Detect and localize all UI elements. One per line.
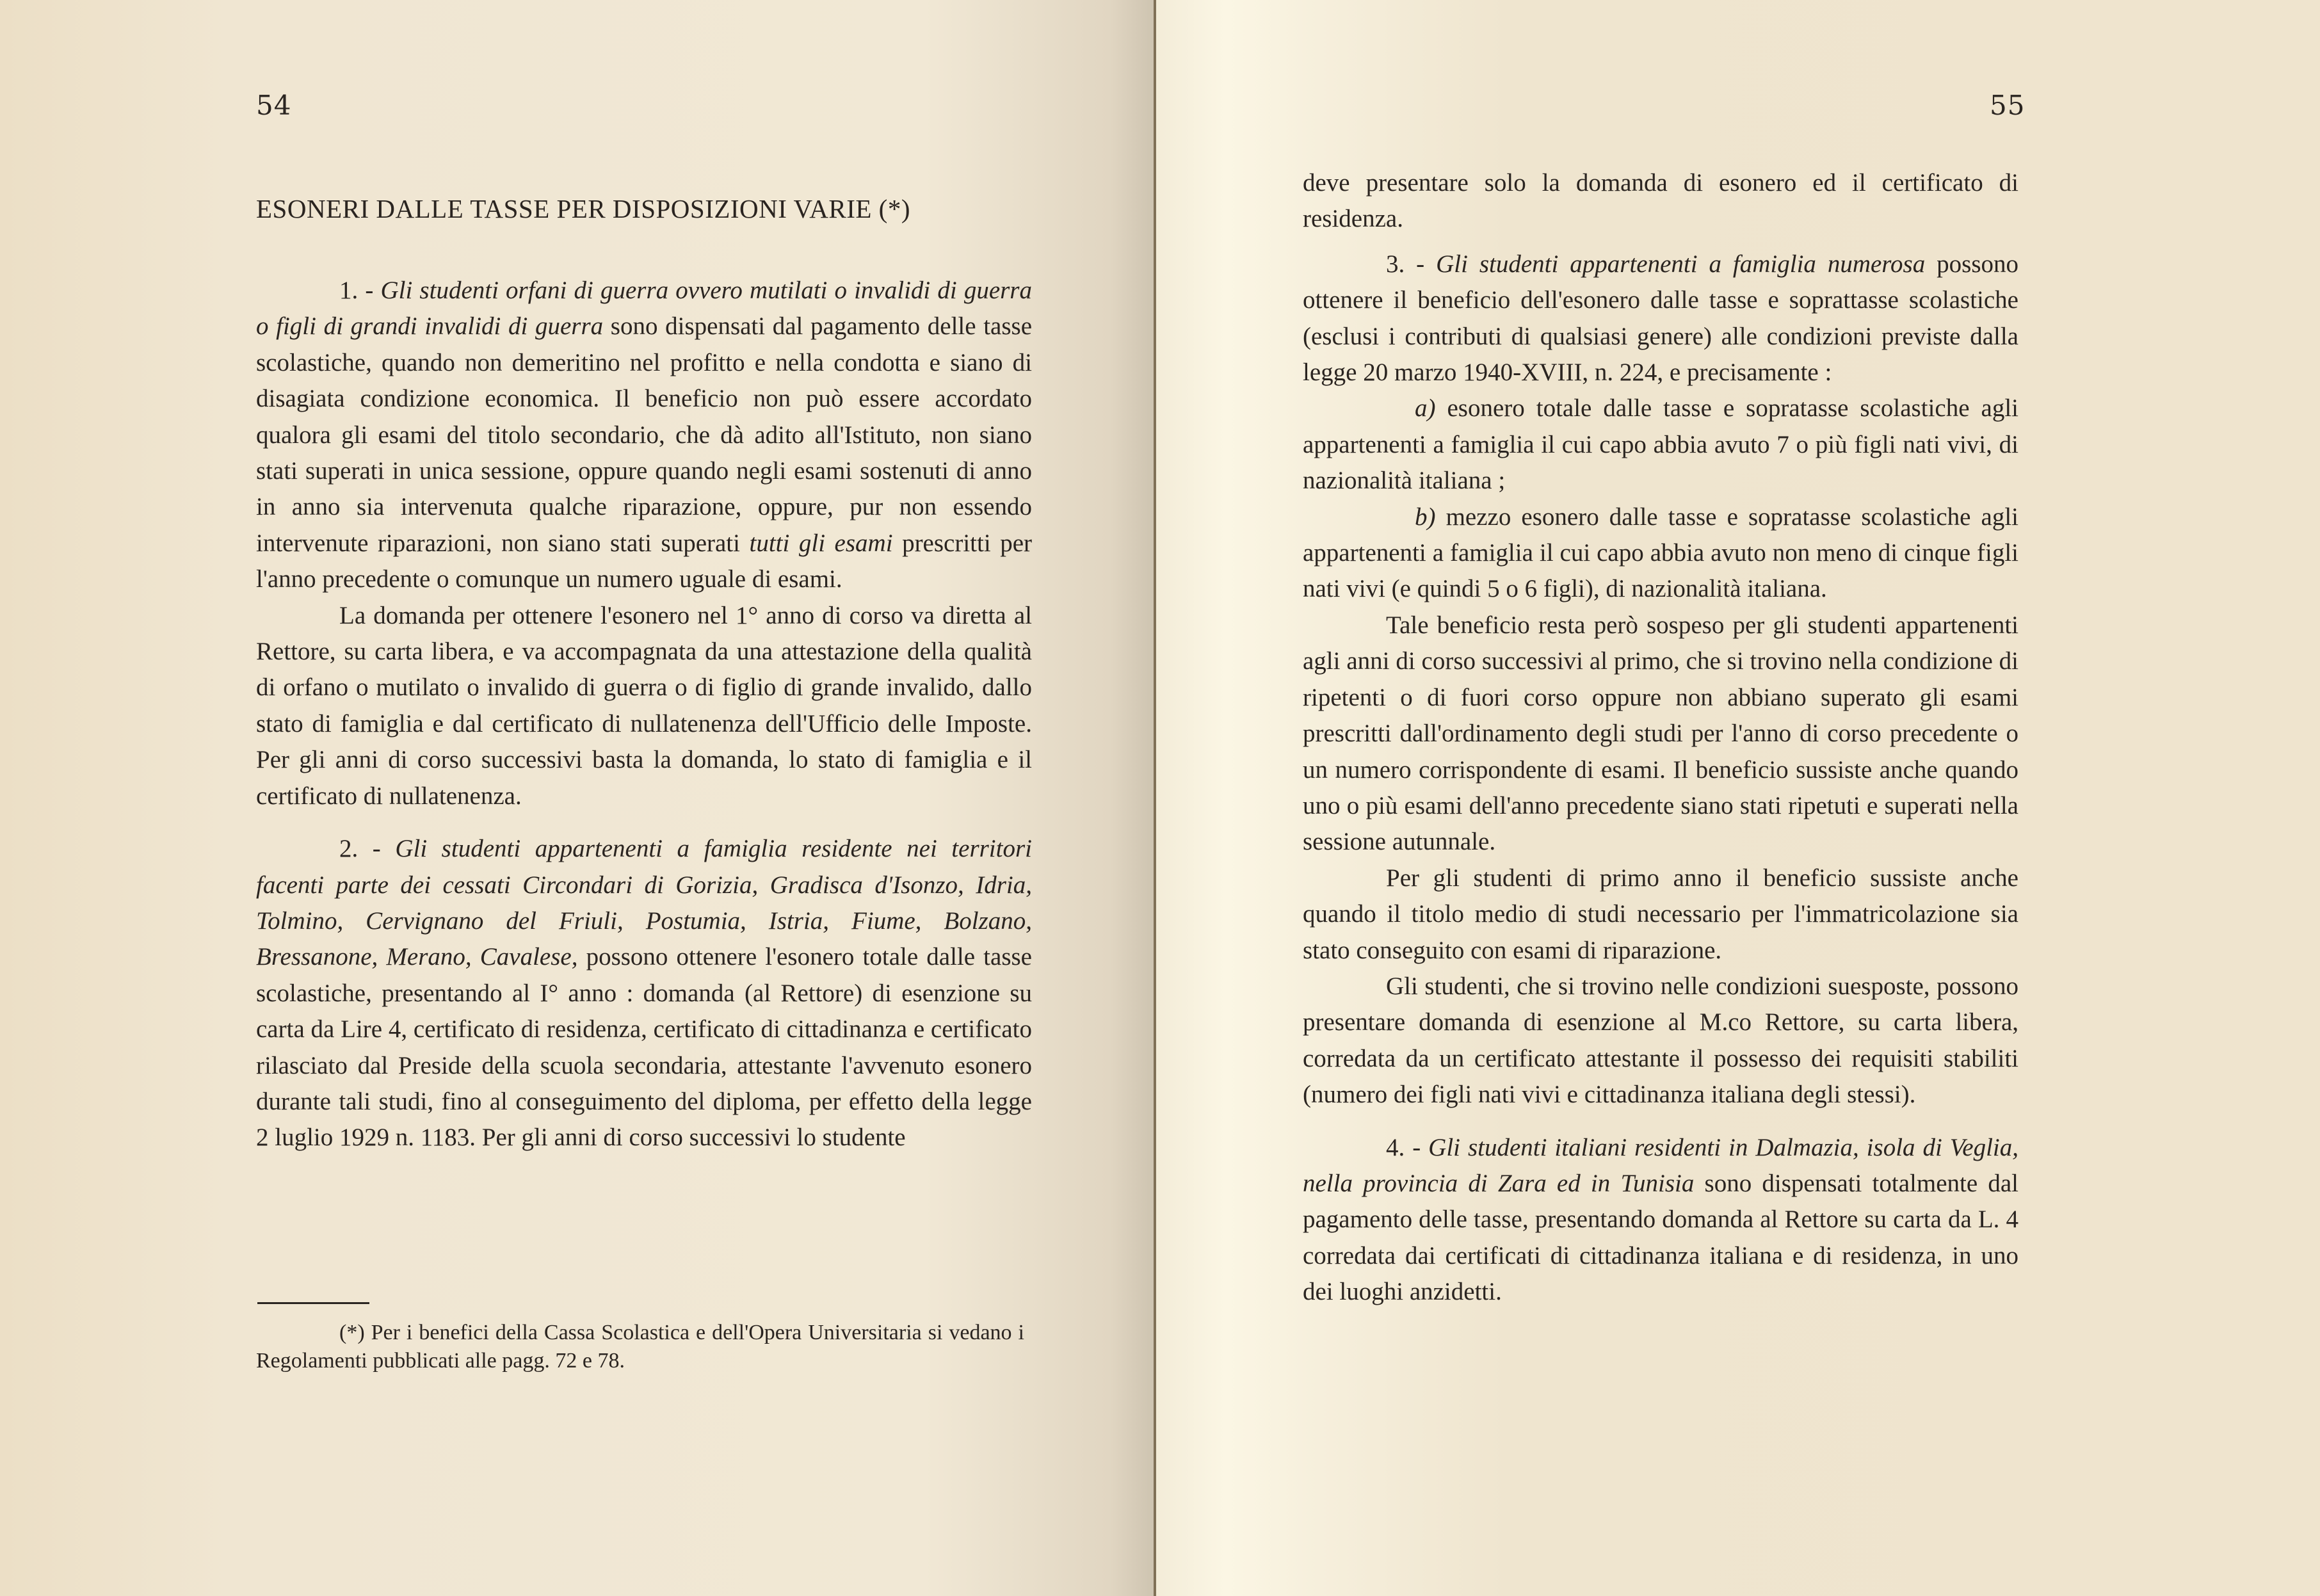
section-2-italic-lead: Gli studenti appartenenti a famiglia residente nei territori facenti parte dei cessati Circondari di Gorizia, Gradisca d'Isonzo, Idria, Tolmino, Cervignano del Friuli, Postumia, Istria, Fiume, Bolzano, Bressanone, Merano, Cavalese, xyxy=(256,835,1032,971)
section-2-text: possono ottenere l'esonero totale dalle tasse scolastiche, presentando al I° anno : domanda (al Rettore) di esenzione su carta da Lire 4, certificato di residenza, certificato di cittadinanza e certificato rilasciato dal Preside della scuola secondaria, attestante l'avvenuto esonero durante tali studi, fino al conseguimento del diploma, per effetto della legge 2 luglio 1929 n. 1183. Per gli anni di corso successivi lo studente xyxy=(256,943,1032,1152)
section-1-number: 1. - xyxy=(339,277,374,304)
section-1-text-b: prescritti per l'anno precedente o comunque un numero uguale di esami. xyxy=(256,529,1033,593)
section-1-italic-lead: Gli studenti orfani di guerra ovvero mutilati o invalidi di guerra o figli di grandi invalidi di guerra xyxy=(256,277,1032,341)
section-4-text: sono dispensati totalmente dal pagamento delle tasse, presentando domanda al Rettore su carta da L. 4 corredata dai certificati di cittadinanza italiana e di residenza, in uno dei luoghi anzidetti. xyxy=(1303,1169,2018,1306)
footnote-text: (*) Per i benefici della Cassa Scolastica e dell'Opera Universitaria si vedano i Regolamenti pubblicati alle pagg. 72 e 78. xyxy=(256,1321,1024,1373)
book-spine xyxy=(1154,0,1156,1596)
footnote xyxy=(256,1319,1024,1375)
paragraph-domanda-right: Gli studenti, che si trovino nelle condizioni suesposte, possono presentare domanda di esenzione al M.co Rettore, su carta libera, corredata da un certificato attestante il possesso dei requisiti stabiliti (numero dei figli nati vivi e cittadinanza italiana degli stessi). xyxy=(1303,972,2018,1109)
item-b-text: mezzo esonero dalle tasse e sopratasse scolastiche agli appartenenti a famiglia il cui capo abbia avuto non meno di cinque figli nati vivi (e quindi 5 o 6 figli), di nazionalità italiana. xyxy=(1303,503,2018,603)
section-1-italic-mid: tutti gli esami xyxy=(749,529,893,557)
section-2 xyxy=(256,831,1032,1156)
section-3-italic-lead: Gli studenti appartenenti a famiglia numerosa xyxy=(1436,250,1926,278)
page-number-right: 55 xyxy=(1990,90,2026,121)
left-text-column xyxy=(256,273,1032,1156)
page-number-left: 54 xyxy=(256,90,292,121)
section-4 xyxy=(1303,1130,2018,1310)
item-a-label: a) xyxy=(1415,394,1436,423)
section-3 xyxy=(1303,246,2018,391)
item-b-label: b) xyxy=(1415,503,1436,531)
section-1 xyxy=(256,273,1032,598)
section-1-text-a: sono dispensati dal pagamento delle tasse scolastiche, quando non demeritino nel profitto e nella condotta e siano di disagiata condizione economica. Il beneficio non può essere accordato qualora gli esami del titolo secondario, che dà adito all'Istituto, non siano stati superati in unica sessione, oppure quando negli esami sostenuti di anno in anno sia intervenuta qualche riparazione, oppure, pur non essendo intervenute riparazioni, non siano stati superati xyxy=(256,312,1032,557)
continuation-paragraph: deve presentare solo la domanda di esonero ed il certificato di residenza. xyxy=(1303,169,2018,233)
item-b xyxy=(1303,499,2018,608)
section-2-number: 2. - xyxy=(339,835,381,863)
section-4-italic-lead: Gli studenti italiani residenti in Dalmazia, isola di Veglia, nella provincia di Zara ed in Tunisia xyxy=(1303,1133,2018,1197)
section-3-number: 3. - xyxy=(1386,250,1425,278)
paragraph-domanda-left: La domanda per ottenere l'esonero nel 1° anno di corso va diretta al Rettore, su carta libera, e va accompagnata da una attestazione della qualità di orfano o mutilato o invalido di guerra o di figlio di grande invalido, dallo stato di famiglia e dal certificato di nullatenenza dell'Ufficio delle Imposte. Per gli anni di corso successivi basta la domanda, lo stato di famiglia e il certificato di nullatenenza. xyxy=(256,601,1032,810)
section-4-number: 4. - xyxy=(1386,1133,1421,1161)
item-a xyxy=(1303,391,2018,499)
section-3-text: possono ottenere il beneficio dell'esonero dalle tasse e soprattasse scolastiche (esclusi i contributi di qualsiasi genere) alle condizioni previste dalla legge 20 marzo 1940-XVIII, n. 224, e precisamente : xyxy=(1303,250,2018,387)
page-heading: ESONERI DALLE TASSE PER DISPOSIZIONI VARIE (*) xyxy=(256,194,910,223)
paragraph-sospeso: Tale beneficio resta però sospeso per gli studenti appartenenti agli anni di corso successivi al primo, che si trovino nella condizione di ripetenti o di fuori corso oppure non abbiano superato gli esami prescritti dall'ordinamento degli studi per l'anno di corso precedente o un numero corrispondente di esami. Il beneficio sussiste anche quando uno o più esami dell'anno precedente siano stati ripetuti e superati nella sessione autunnale. xyxy=(1303,611,2018,856)
paragraph-primo-anno: Per gli studenti di primo anno il beneficio sussiste anche quando il titolo medio di studi necessario per l'immatricolazione sia stato conseguito con esami di riparazione. xyxy=(1303,864,2018,964)
item-a-text: esonero totale dalle tasse e sopratasse scolastiche agli appartenenti a famiglia il cui capo abbia avuto 7 o più figli nati vivi, di nazionalità italiana ; xyxy=(1303,394,2018,495)
right-text-column xyxy=(1303,165,2018,1310)
footnote-rule xyxy=(257,1302,369,1304)
